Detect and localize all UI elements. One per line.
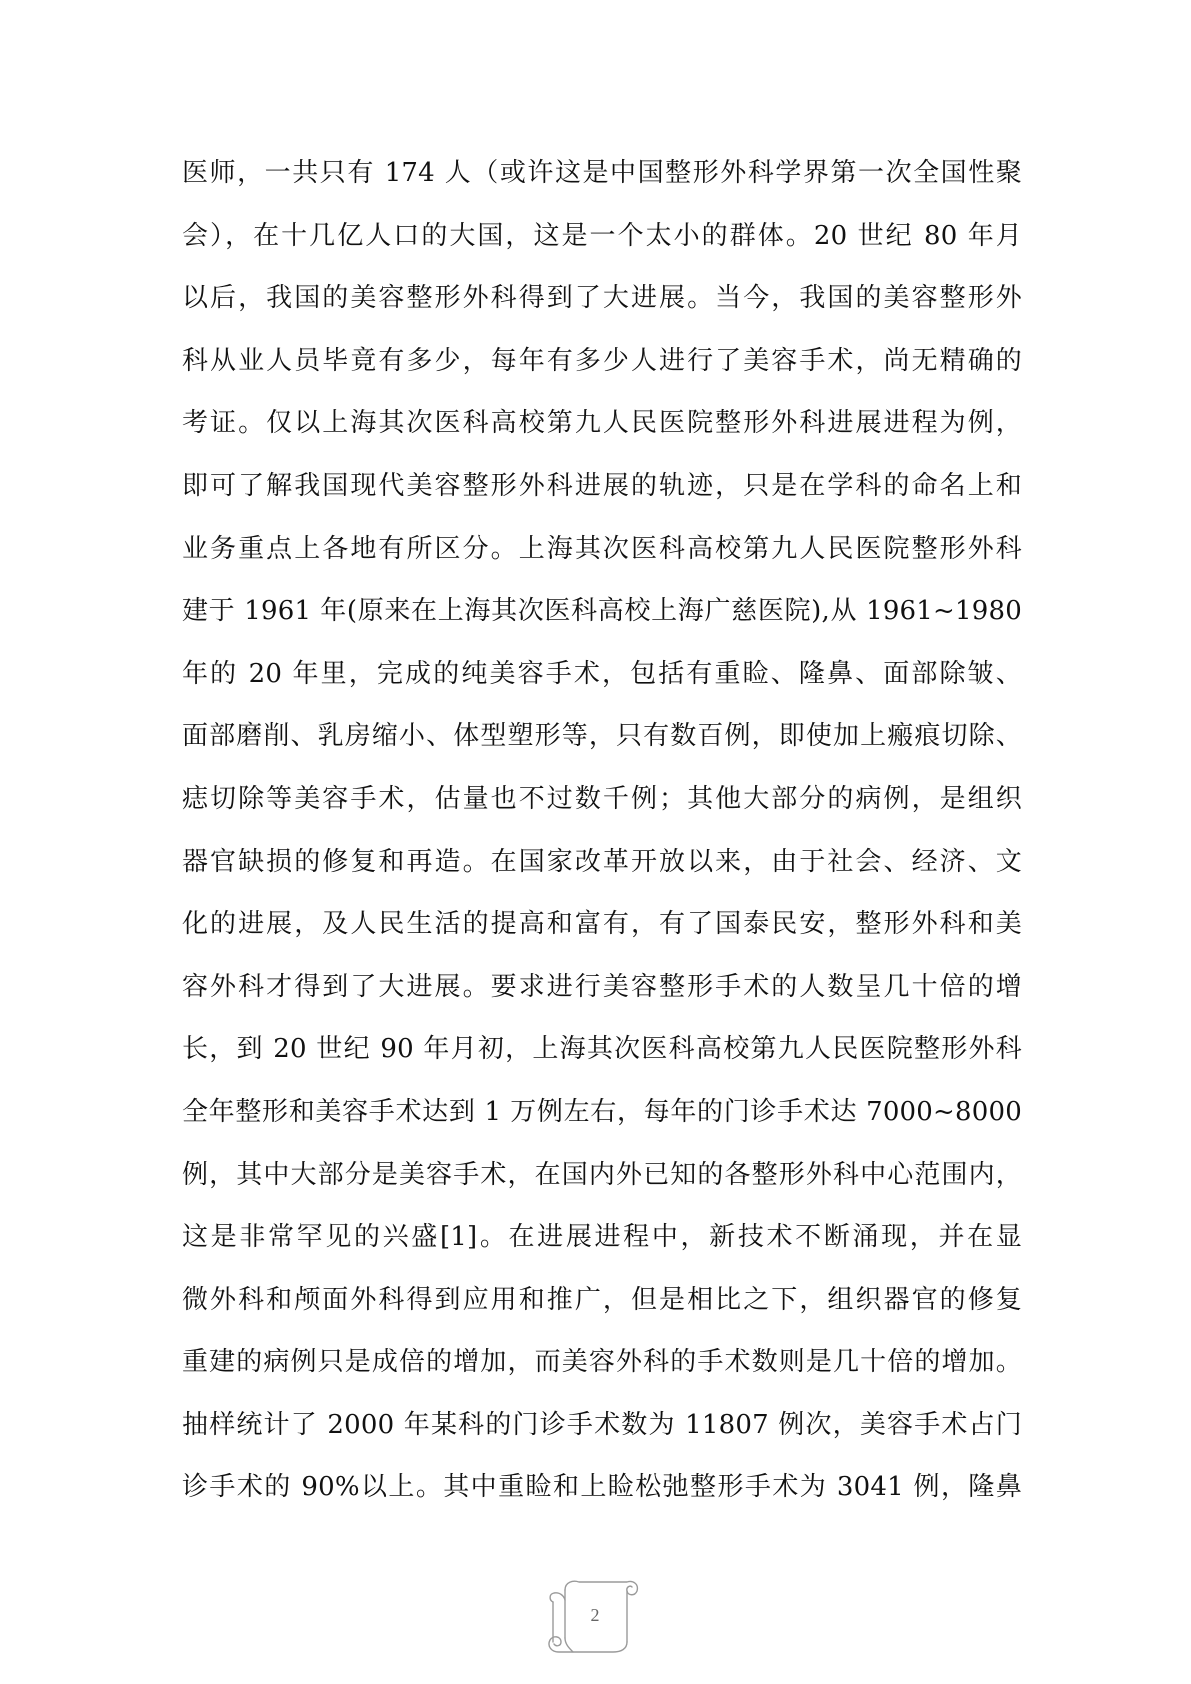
text-line: 会），在十几亿人口的大国，这是一个太小的群体。20 世纪 80 年月 xyxy=(182,220,1022,251)
page-number: 2 xyxy=(590,1605,600,1625)
text-line: 建于 1961 年(原来在上海其次医科高校上海广慈医院),从 1961~1980 xyxy=(182,596,1022,627)
text-line: 重建的病例只是成倍的增加，而美容外科的手术数则是几十倍的增加。 xyxy=(182,1347,1022,1378)
text-line: 长，到 20 世纪 90 年月初，上海其次医科高校第九人民医院整形外科 xyxy=(182,1034,1022,1065)
text-line: 面部磨削、乳房缩小、体型塑形等，只有数百例，即使加上瘢痕切除、 xyxy=(182,721,1022,752)
text-line: 痣切除等美容手术，估量也不过数千例；其他大部分的病例，是组织 xyxy=(182,783,1022,814)
text-line: 抽样统计了 2000 年某科的门诊手术数为 11807 例次，美容手术占门 xyxy=(182,1409,1022,1440)
text-line: 业务重点上各地有所区分。上海其次医科高校第九人民医院整形外科 xyxy=(182,533,1022,564)
text-line: 年的 20 年里，完成的纯美容手术，包括有重睑、隆鼻、面部除皱、 xyxy=(182,658,1022,689)
text-line: 例，其中大部分是美容手术，在国内外已知的各整形外科中心范围内， xyxy=(182,1159,1022,1190)
page-footer xyxy=(535,1572,655,1658)
text-line: 诊手术的 90%以上。其中重睑和上睑松弛整形手术为 3041 例，隆鼻 xyxy=(182,1472,1022,1503)
text-line: 以后，我国的美容整形外科得到了大进展。当今，我国的美容整形外 xyxy=(182,283,1022,314)
text-line: 考证。仅以上海其次医科高校第九人民医院整形外科进展进程为例， xyxy=(182,408,1022,439)
text-line: 医师，一共只有 174 人（或许这是中国整形外科学界第一次全国性聚 xyxy=(182,158,1022,188)
text-line: 全年整形和美容手术达到 1 万例左右，每年的门诊手术达 7000~8000 xyxy=(182,1096,1022,1127)
text-line: 即可了解我国现代美容整形外科进展的轨迹，只是在学科的命名上和 xyxy=(182,470,1022,501)
text-line: 微外科和颅面外科得到应用和推广，但是相比之下，组织器官的修复 xyxy=(182,1284,1022,1315)
text-line: 这是非常罕见的兴盛[1]。在进展进程中，新技术不断涌现，并在显 xyxy=(182,1222,1022,1253)
text-line: 化的进展，及人民生活的提高和富有，有了国泰民安，整形外科和美 xyxy=(182,909,1022,940)
text-line: 器官缺损的修复和再造。在国家改革开放以来，由于社会、经济、文 xyxy=(182,846,1022,877)
text-line: 容外科才得到了大进展。要求进行美容整形手术的人数呈几十倍的增 xyxy=(182,971,1022,1002)
text-line: 科从业人员毕竟有多少，每年有多少人进行了美容手术，尚无精确的 xyxy=(182,345,1022,376)
body-text xyxy=(182,150,1022,1527)
